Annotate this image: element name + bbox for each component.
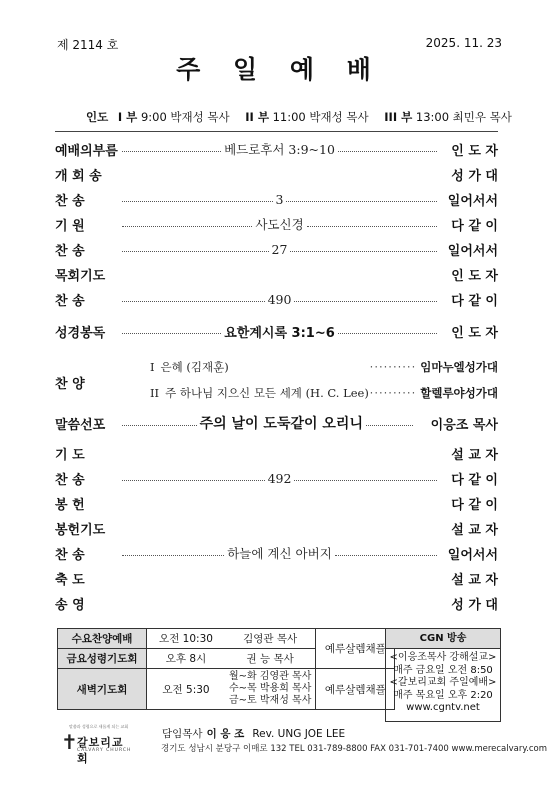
anthem-2-choir: 할렐루야성가대	[420, 386, 498, 400]
schedule-name: 수요찬양예배	[58, 629, 147, 649]
anthem-1-title: 은혜 (김재훈)	[160, 360, 229, 374]
order-who: 성 가 대	[451, 597, 498, 613]
order-content: 3	[275, 191, 284, 207]
order-row	[55, 238, 498, 260]
order-label: 개 회 송	[55, 168, 102, 184]
order-content: 요한계시록 3:1~6	[224, 325, 335, 341]
order-row	[55, 188, 498, 210]
schedule-place: 예루살렘채플	[316, 629, 395, 669]
order-row	[55, 213, 498, 235]
church-logo	[57, 724, 132, 765]
issue-number: 제 2114 호	[57, 38, 119, 52]
table-row	[58, 669, 395, 710]
schedule-name: 새벽기도회	[58, 669, 147, 710]
order-label: 예배의부름	[55, 143, 118, 159]
cgn-website: www.cgntv.net	[406, 702, 480, 713]
senior-pastor	[162, 726, 345, 741]
cgn-line-4: 매주 목요일 오후 2:20	[393, 689, 493, 701]
anthem-item-1	[150, 359, 229, 375]
order-content: 492	[267, 470, 292, 486]
order-row	[55, 288, 498, 310]
order-label: 찬 송	[55, 472, 85, 488]
order-who: 다 같 이	[451, 497, 498, 513]
order-row	[55, 542, 498, 564]
cgn-broadcast-box	[385, 628, 501, 722]
page-title: 주 일 예 배	[176, 55, 383, 84]
service-2-time: 11:00 박재성 목사	[272, 110, 369, 124]
anthem-2-title: 주 하나님 지으신 모든 세계 (H. C. Lee)	[165, 386, 369, 400]
order-row	[55, 517, 498, 539]
order-label: 기 원	[55, 218, 85, 234]
order-content: 베드로후서 3:9~10	[224, 142, 335, 157]
dawn-leader-2: 수~목 박용희 목사	[229, 683, 312, 694]
order-who: 일어서서	[447, 243, 498, 259]
schedule-leader: 김영관 목사	[225, 629, 316, 649]
anthem-1-numeral: I	[150, 360, 155, 374]
order-who: 성 가 대	[451, 168, 498, 184]
order-row	[55, 467, 498, 489]
service-1-time: 9:00 박재성 목사	[140, 110, 230, 124]
anthem-row	[55, 371, 125, 393]
service-2-mark: II 부	[245, 110, 269, 124]
cross-icon: ✝	[61, 730, 78, 754]
anthem-2-numeral: II	[150, 386, 160, 400]
order-label: 목회기도	[55, 268, 106, 284]
order-row	[55, 442, 498, 464]
divider	[55, 131, 498, 132]
order-row	[55, 163, 498, 185]
order-who: 일어서서	[447, 547, 498, 563]
cgn-line-1: <이응조목사 강해설교>	[389, 652, 497, 663]
pastor-title: 담임목사	[162, 728, 203, 740]
pastor-english: Rev. UNG JOE LEE	[252, 728, 346, 740]
logo-name: 갈보리교회	[77, 736, 124, 765]
order-who: 인 도 자	[451, 268, 498, 284]
order-content: 27	[271, 241, 288, 257]
order-who: 설 교 자	[451, 522, 498, 538]
schedule-time: 오전 10:30	[147, 629, 226, 649]
order-label: 봉헌기도	[55, 522, 106, 538]
sermon-label: 말씀선포	[55, 417, 106, 433]
sermon-row	[55, 412, 498, 434]
anthem-1-choir-wrap: ·········· 임마누엘성가대	[369, 360, 498, 374]
table-row	[58, 629, 395, 649]
schedule-name: 금요성령기도회	[58, 649, 147, 669]
schedule-time: 오후 8시	[147, 649, 226, 669]
order-label: 성경봉독	[55, 325, 106, 341]
order-row	[55, 567, 498, 589]
dawn-leader-3: 금~토 박재성 목사	[229, 695, 312, 706]
anthem-1-choir: 임마누엘성가대	[420, 360, 498, 374]
service-1-mark: I 부	[117, 110, 138, 124]
order-content: 사도신경	[255, 217, 304, 232]
order-row	[55, 592, 498, 614]
footer	[57, 724, 548, 765]
order-who: 인 도 자	[451, 143, 498, 159]
leaders-label: 인도	[86, 110, 109, 124]
cgn-line-2: 매주 금요일 오전 8:50	[393, 664, 493, 676]
sermon-preacher: 이응조 목사	[430, 417, 498, 433]
logo-english: CALVARY CHURCH	[77, 748, 132, 753]
order-row	[55, 492, 498, 514]
order-label: 송 영	[55, 597, 85, 613]
order-label: 찬 송	[55, 293, 85, 309]
anthem-label: 찬 양	[55, 376, 85, 392]
order-who: 다 같 이	[451, 472, 498, 488]
order-label: 봉 헌	[55, 497, 85, 513]
sermon-title: 주의 날이 도둑같이 오리니	[199, 416, 363, 432]
schedule-leader: 권 능 목사	[225, 649, 316, 669]
order-who: 인 도 자	[451, 325, 498, 341]
order-label: 찬 송	[55, 547, 85, 563]
service-leaders	[86, 109, 512, 125]
pastor-name: 이 응 조	[206, 728, 245, 740]
order-who: 일어서서	[447, 193, 498, 209]
cgn-line-3: <갈보리교회 주일예배>	[389, 677, 497, 688]
church-address: 경기도 성남시 분당구 이매로 132 TEL 031-789-8800 FAX 031-701-7400 www.merecalvary.com	[161, 744, 548, 754]
order-label: 기 도	[55, 447, 85, 463]
anthem-item-2	[150, 385, 369, 401]
logo-tagline: 말씀과 성령으로 새롭게 되는 교회	[69, 724, 129, 729]
order-who: 다 같 이	[451, 218, 498, 234]
weekly-schedule-table	[57, 628, 395, 710]
schedule-time: 오전 5:30	[147, 669, 226, 710]
order-label: 찬 송	[55, 193, 85, 209]
order-row	[55, 263, 498, 285]
service-3-mark: III 부	[384, 110, 413, 124]
order-content: 490	[267, 291, 292, 307]
service-3-time: 13:00 최민우 목사	[415, 110, 512, 124]
order-who: 설 교 자	[451, 447, 498, 463]
order-row	[55, 138, 498, 160]
order-row	[55, 320, 498, 342]
schedule-place: 예루살렘채플	[316, 669, 395, 710]
order-who: 다 같 이	[451, 293, 498, 309]
bulletin-date: 2025. 11. 23	[425, 36, 502, 50]
cgn-heading: CGN 방송	[386, 629, 500, 649]
order-who: 설 교 자	[451, 572, 498, 588]
order-label: 축 도	[55, 572, 85, 588]
anthem-2-choir-wrap: ·········· 할렐루야성가대	[369, 386, 498, 400]
order-content: 하늘에 계신 아버지	[227, 546, 332, 561]
schedule-leaders	[225, 669, 316, 710]
order-label: 찬 송	[55, 243, 85, 259]
dawn-leader-1: 월~화 김영관 목사	[229, 671, 312, 682]
